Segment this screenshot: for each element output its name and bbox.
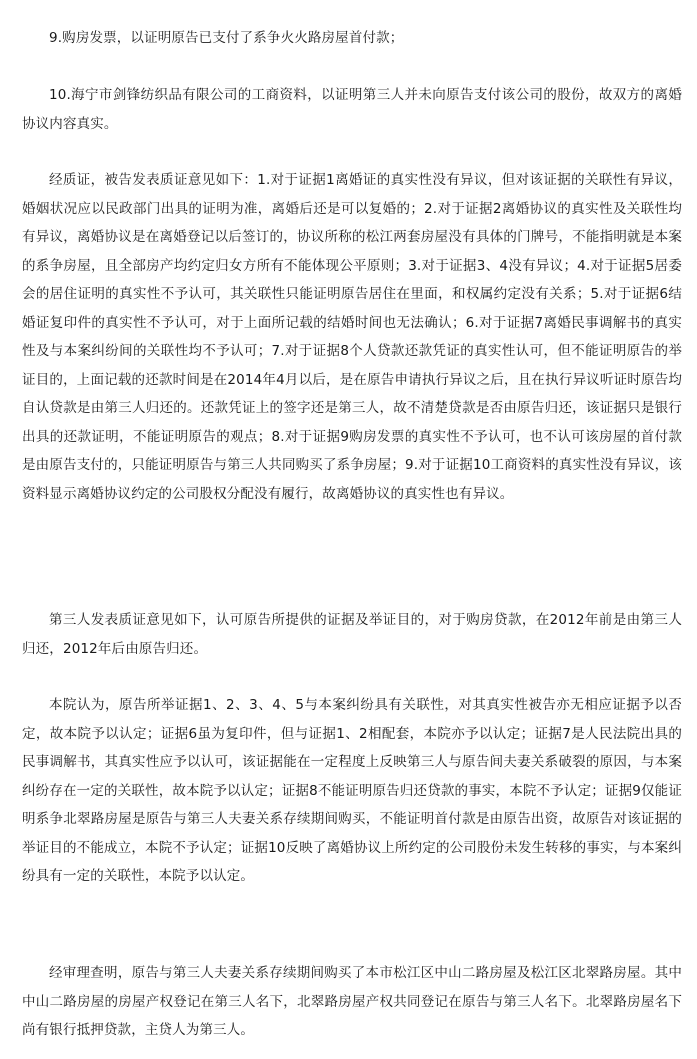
paragraph-court-finding: 本院认为，原告所举证据1、2、3、4、5与本案纠纷具有关联性，对其真实性被告亦无相应证据予以否定，故本院予以认定；证据6虽为复印件，但与证据1、2相配套，本院亦予以认定；证据7是人民法院出具的民事调解书，其真实性应予以认可，该证据能在一定程度上反映第三人与原告间夫妻关系破裂的原因，与本案纠纷存在一定的关联性，故本院予以认定；证据8不能证明原告归还贷款的事实，本院不予认定；证据9仅能证明系争北翠路房屋是原告与第三人夫妻关系存续期间购买，不能证明首付款是由原告出资，故原告对该证据的举证目的不能成立，本院不予认定；证据10反映了离婚协议上所约定的公司股份未发生转移的事实，与本案纠纷具有一定的关联性，本院予以认定。 — [22, 697, 682, 884]
paragraph-evidence-10: 10.海宁市剑锋纺织品有限公司的工商资料，以证明第三人并未向原告支付该公司的股份，故双方的离婚协议内容真实。 — [22, 87, 682, 132]
paragraph-third-party-opinion: 第三人发表质证意见如下，认可原告所提供的证据及举证目的，对于购房贷款，在2012年前是由第三人归还，2012年后由原告归还。 — [22, 612, 682, 657]
paragraph-evidence-9: 9.购房发票，以证明原告已支付了系争火火路房屋首付款； — [49, 30, 404, 46]
paragraph-facts-ascertained: 经审理查明，原告与第三人夫妻关系存续期间购买了本市松江区中山二路房屋及松江区北翠路房屋。其中中山二路房屋的房屋产权登记在第三人名下，北翠路房屋产权共同登记在原告与第三人名下。北翠路房屋名下尚有银行抵押贷款，主贷人为第三人。 — [22, 965, 682, 1038]
paragraph-defendant-cross-examination: 经质证，被告发表质证意见如下：1.对于证据1离婚证的真实性没有异议，但对该证据的关联性有异议，婚姻状况应以民政部门出具的证明为准，离婚后还是可以复婚的；2.对于证据2离婚协议的真实性及关联性均有异议，离婚协议是在离婚登记以后签订的，协议所称的松江两套房屋没有具体的门牌号，不能指明就是本案的系争房屋，且全部房产均约定归女方所有不能体现公平原则；3.对于证据3、4没有异议；4.对于证据5居委会的居住证明的真实性不予认可，其关联性只能证明原告居住在里面，和权属约定没有关系；5.对于证据6结婚证复印件的真实性不予认可，对于上面所记载的结婚时间也无法确认；6.对于证据7离婚民事调解书的真实性及与本案纠纷间的关联性均不予认可；7.对于证据8个人贷款还款凭证的真实性认可，但不能证明原告的举证目的，上面记载的还款时间是在2014年4月以后，是在原告申请执行异议之后，且在执行异议听证时原告均自认贷款是由第三人归还的。还款凭证上的签字还是第三人，故不清楚贷款是否由原告归还，该证据只是银行出具的还款证明，不能证明原告的观点；8.对于证据9购房发票的真实性不予认可，也不认可该房屋的首付款是由原告支付的，只能证明原告与第三人共同购买了系争房屋；9.对于证据10工商资料的真实性没有异议，该资料显示离婚协议约定的公司股权分配没有履行，故离婚协议的真实性也有异议。 — [22, 172, 682, 502]
